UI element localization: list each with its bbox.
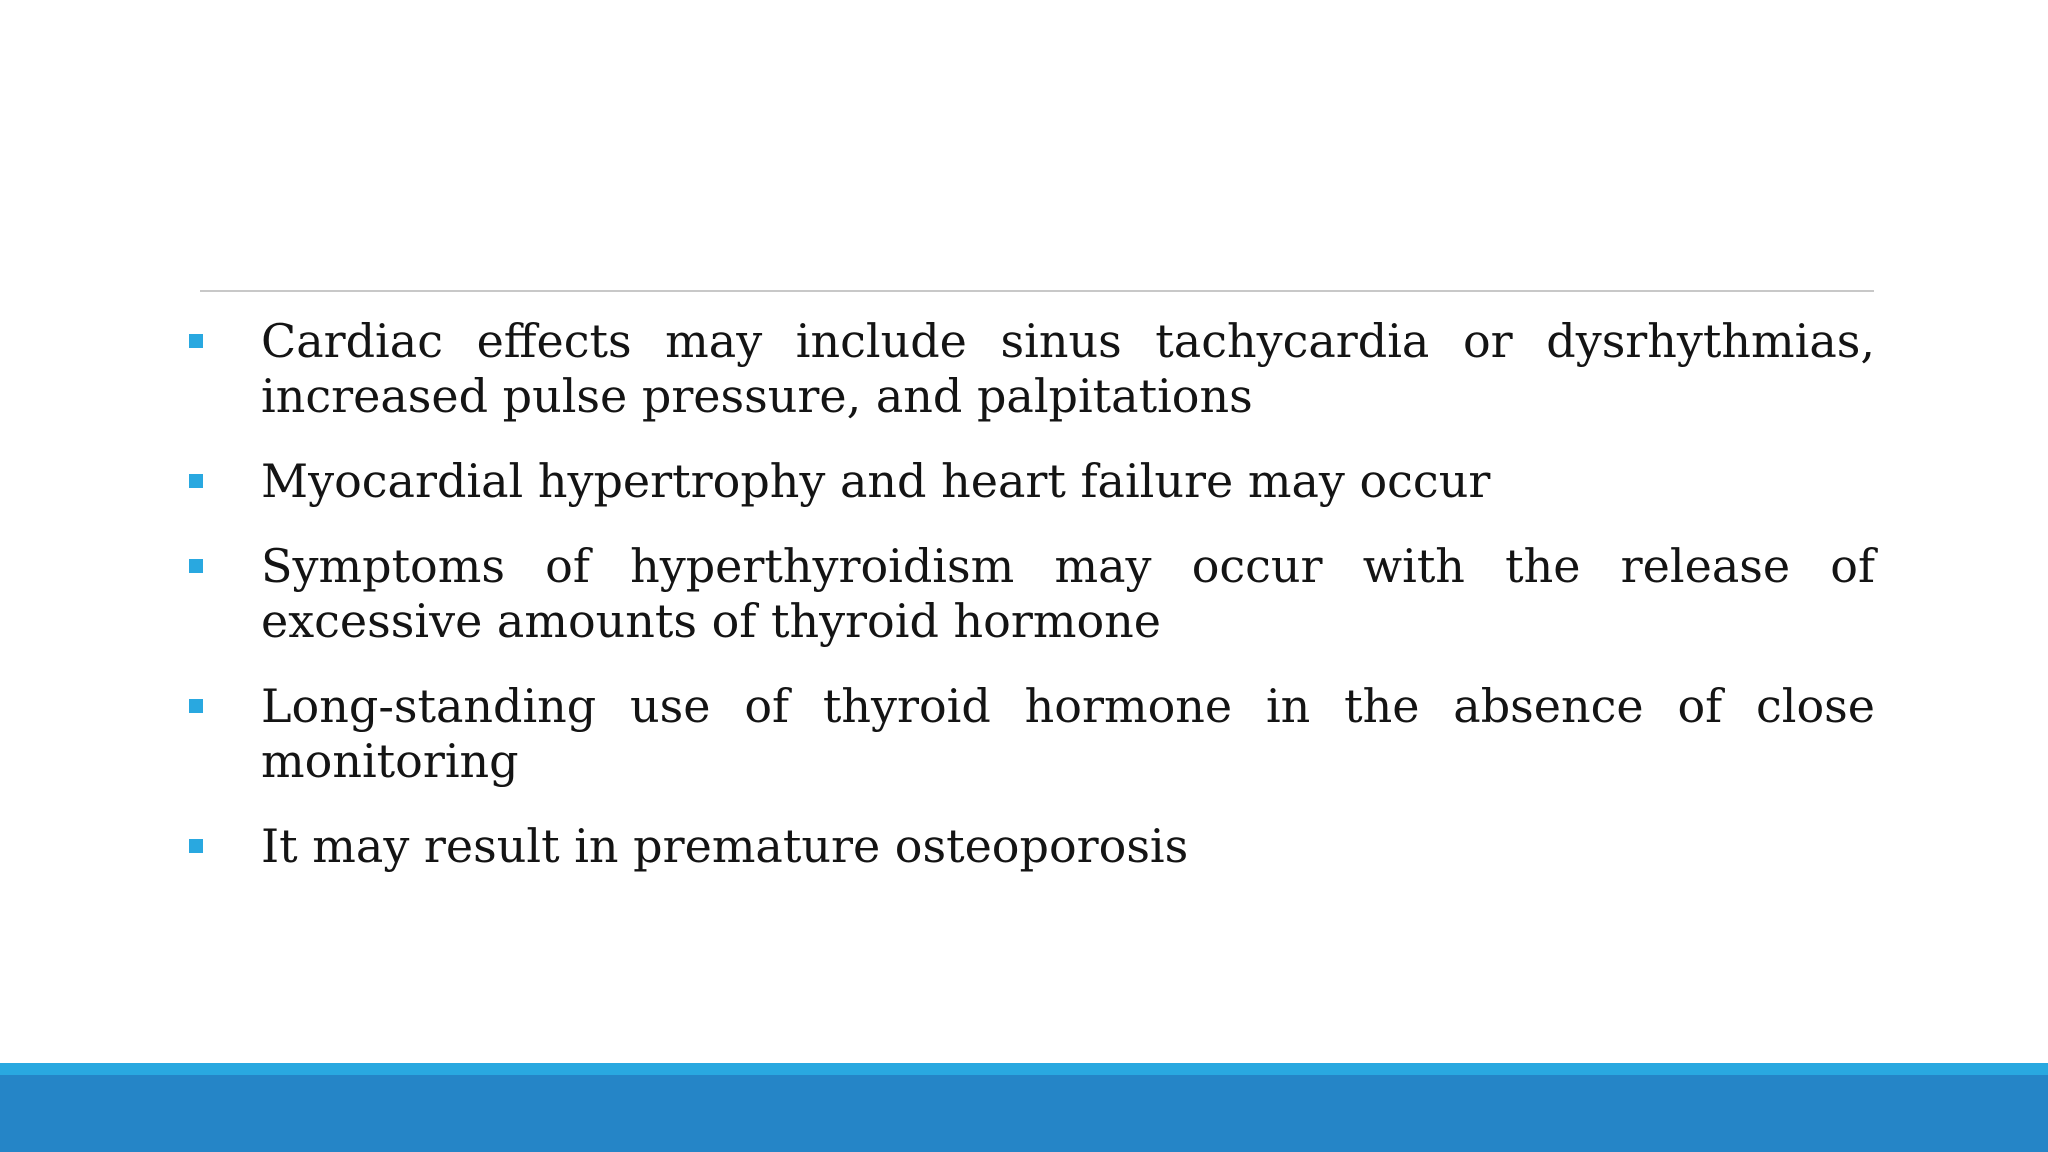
list-item — [185, 819, 1875, 874]
footer-band — [0, 1075, 2048, 1152]
title-divider — [200, 290, 1874, 292]
bullet-text: Cardiac effects may include sinus tachycardia or dysrhythmias, increased pulse pressure, and palpitations — [261, 314, 1875, 423]
bullet-text: It may result in premature osteoporosis — [261, 819, 1189, 873]
list-item — [185, 679, 1875, 789]
footer-accent-stripe — [0, 1063, 2048, 1075]
square-bullet-icon — [189, 839, 203, 853]
bullet-list — [185, 314, 1875, 904]
list-item — [185, 539, 1875, 649]
bullet-text: Symptoms of hyperthyroidism may occur with the release of excessive amounts of thyroid hormone — [261, 539, 1875, 648]
square-bullet-icon — [189, 559, 203, 573]
list-item — [185, 314, 1875, 424]
square-bullet-icon — [189, 334, 203, 348]
square-bullet-icon — [189, 699, 203, 713]
bullet-text: Long-standing use of thyroid hormone in the absence of close monitoring — [261, 679, 1875, 788]
bullet-text: Myocardial hypertrophy and heart failure may occur — [261, 454, 1491, 508]
square-bullet-icon — [189, 474, 203, 488]
list-item — [185, 454, 1875, 509]
